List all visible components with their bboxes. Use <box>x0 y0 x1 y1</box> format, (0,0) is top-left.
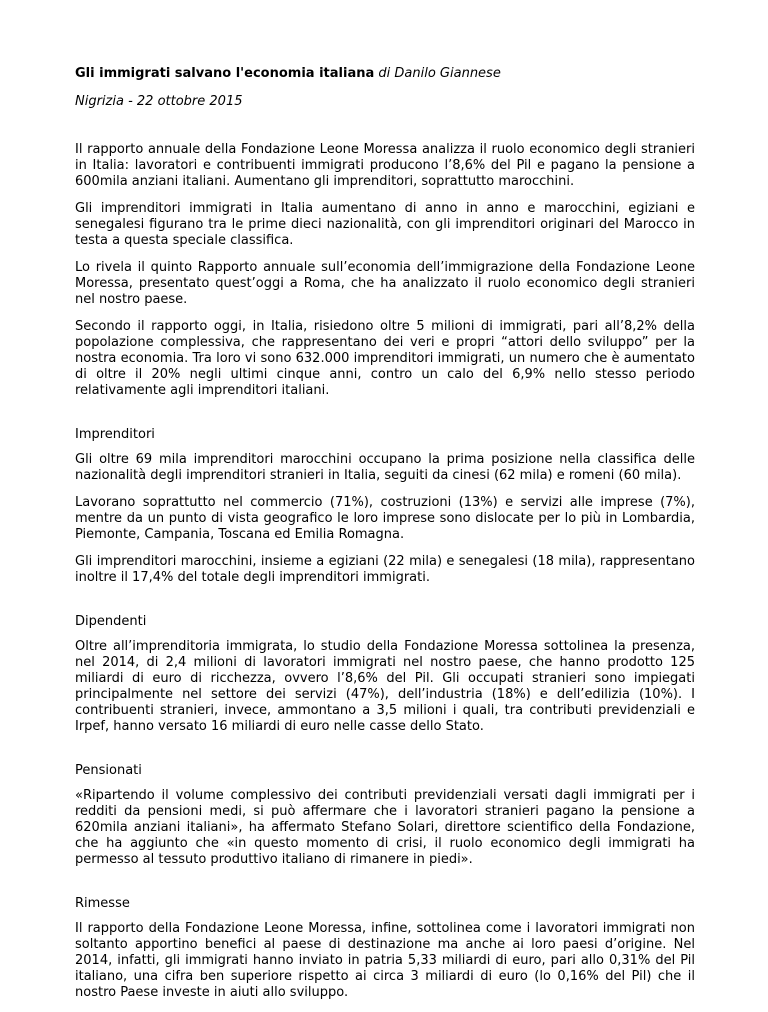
intro-paragraph: Lo rivela il quinto Rapporto annuale sull’economia dell’immigrazione della Fondazione Leone Moressa, presentato quest’oggi a Roma, che ha analizzato il ruolo economico degli stranieri nel nostro paese. <box>75 260 695 307</box>
intro-paragraph: Il rapporto annuale della Fondazione Leone Moressa analizza il ruolo economico degli stranieri in Italia: lavoratori e contribuenti immigrati producono l’8,6% del Pil e pagano la pensione a 600mila anziani italiani. Aumentano gli imprenditori, soprattutto marocchini. <box>75 142 695 189</box>
imprenditori-paragraph: Lavorano soprattutto nel commercio (71%), costruzioni (13%) e servizi alle imprese (7%), mentre da un punto di vista geografico le loro imprese sono dislocate per lo più in Lombardia, Piemonte, Campania, Toscana ed Emilia Romagna. <box>75 495 695 542</box>
pensionati-paragraph: «Ripartendo il volume complessivo dei contributi previdenziali versati dagli immigrati per i redditi da pensioni medi, si può affermare che i lavoratori stranieri pagano la pensione a 620mila anziani italiani», ha affermato Stefano Solari, direttore scientifico della Fondazione, che ha aggiunto che «in questo momento di crisi, il ruolo economico degli immigrati ha permesso al tessuto produttivo italiano di rimanere in piedi». <box>75 788 695 867</box>
document-body <box>75 66 695 1012</box>
article-source: Nigrizia - 22 ottobre 2015 <box>75 94 243 109</box>
intro-paragraph: Secondo il rapporto oggi, in Italia, risiedono oltre 5 milioni di immigrati, pari all’8,2% della popolazione complessiva, che rappresentano dei veri e propri “attori dello sviluppo” per la nostra economia. Tra loro vi sono 632.000 imprenditori immigrati, un numero che è aumentato di oltre il 20% negli ultimi cinque anni, contro un calo del 6,9% nello stesso periodo relativamente agli imprenditori italiani. <box>75 319 695 398</box>
section-heading-imprenditori: Imprenditori <box>75 427 155 442</box>
imprenditori-paragraph: Gli oltre 69 mila imprenditori marocchini occupano la prima posizione nella classifica delle nazionalità degli imprenditori stranieri in Italia, seguiti da cinesi (62 mila) e romeni (60 mila). <box>75 452 695 483</box>
intro-paragraph: Gli imprenditori immigrati in Italia aumentano di anno in anno e marocchini, egiziani e senegalesi figurano tra le prime dieci nazionalità, con gli imprenditori originari del Marocco in testa a questa speciale classifica. <box>75 201 695 248</box>
section-heading-pensionati: Pensionati <box>75 763 142 778</box>
dipendenti-paragraph: Oltre all’imprenditoria immigrata, lo studio della Fondazione Moressa sottolinea la presenza, nel 2014, di 2,4 milioni di lavoratori immigrati nel nostro paese, che hanno prodotto 125 miliardi di euro di ricchezza, ovvero l’8,6% del Pil. Gli occupati stranieri sono impiegati principalmente nel settore dei servizi (47%), dell’industria (18%) e dell’edilizia (10%). I contribuenti stranieri, invece, ammontano a 3,5 milioni i quali, tra contributi previdenziali e Irpef, hanno versato 16 miliardi di euro nelle casse dello Stato. <box>75 639 695 734</box>
section-heading-dipendenti: Dipendenti <box>75 614 147 629</box>
imprenditori-paragraph: Gli imprenditori marocchini, insieme a egiziani (22 mila) e senegalesi (18 mila), rappresentano inoltre il 17,4% del totale degli imprenditori immigrati. <box>75 554 695 585</box>
section-heading-rimesse: Rimesse <box>75 896 130 911</box>
rimesse-paragraph: Il rapporto della Fondazione Leone Moressa, infine, sottolinea come i lavoratori immigrati non soltanto apportino benefici al paese di destinazione ma anche ai loro paesi d’origine. Nel 2014, infatti, gli immigrati hanno inviato in patria 5,33 miliardi di euro, pari allo 0,31% del Pil italiano, una cifra ben superiore rispetto ai circa 3 miliardi di euro (lo 0,16% del Pil) che il nostro Paese investe in aiuti allo sviluppo. <box>75 921 695 1000</box>
article-title: Gli immigrati salvano l'economia italiana <box>75 66 375 81</box>
article-title-line <box>75 66 695 82</box>
article-author: di Danilo Giannese <box>378 66 501 81</box>
